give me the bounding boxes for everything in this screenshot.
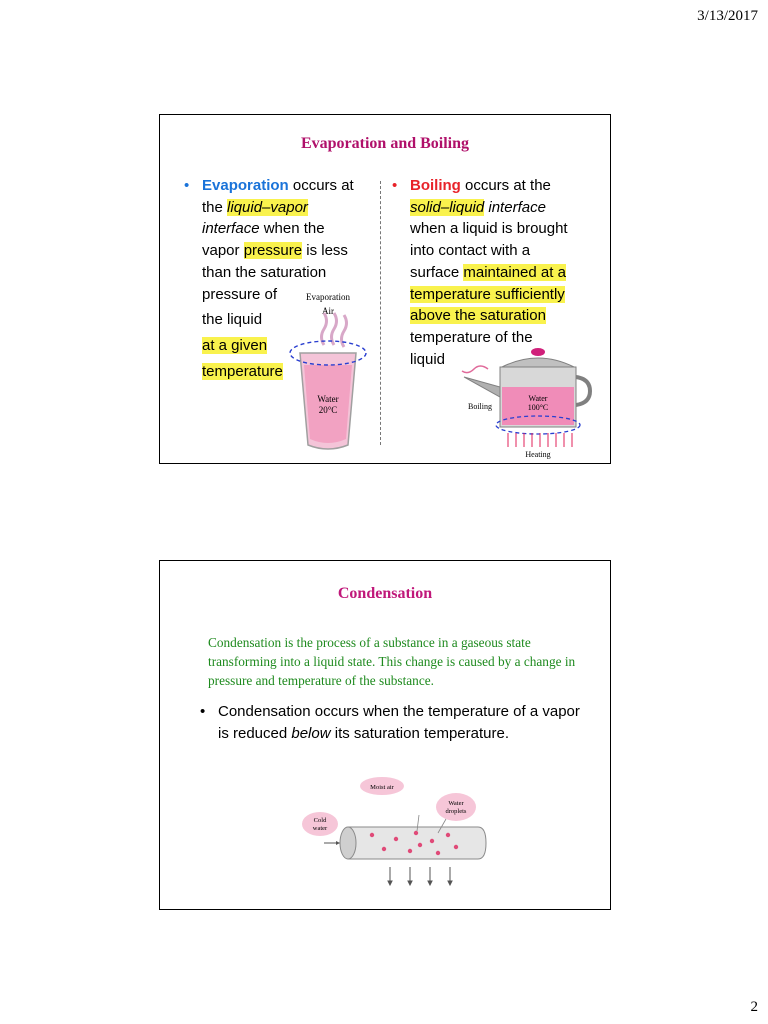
water-icon	[304, 365, 352, 443]
drip-arrows-icon	[388, 867, 452, 885]
steam-icon	[462, 366, 488, 373]
highlight: temperature	[202, 362, 283, 380]
bullet-icon: •	[184, 177, 190, 194]
figure-label: Cold	[313, 817, 327, 824]
figure-label: Water	[317, 394, 339, 404]
text: interface	[484, 198, 546, 216]
text: occurs at	[288, 177, 354, 194]
vapor-wisp-icon	[332, 313, 337, 345]
figure-label: droplets	[445, 808, 467, 815]
text: into contact with a	[410, 242, 531, 260]
boiling-term: Boiling	[410, 177, 461, 194]
text: when a liquid is brought	[410, 220, 568, 238]
handle-icon	[576, 377, 590, 405]
vapor-wisp-icon	[322, 313, 327, 345]
arrowhead-icon	[336, 841, 340, 845]
text: is less	[302, 242, 348, 260]
highlight: maintained at a	[463, 263, 566, 281]
bullet-icon: •	[392, 177, 398, 194]
text: surface	[410, 263, 464, 281]
text: when the	[259, 220, 325, 238]
highlight: temperature sufficiently	[410, 285, 565, 303]
text: its saturation temperature.	[330, 725, 509, 742]
page-number: 2	[750, 999, 758, 1015]
highlight: pressure	[243, 242, 303, 260]
slide-title: Condensation	[337, 585, 433, 602]
text: vapor	[202, 242, 244, 260]
boiling-column	[392, 175, 592, 370]
boiling-pot-figure	[456, 347, 600, 459]
page-date: 3/13/2017	[697, 8, 758, 24]
highlight: liquid–vapor	[227, 198, 308, 216]
figure-label: Air	[322, 306, 334, 316]
figure-label: water	[312, 825, 328, 832]
text: pressure of	[202, 285, 278, 303]
lid-knob-icon	[531, 348, 545, 356]
figure-label: 100°C	[527, 403, 549, 412]
text: than the saturation	[202, 263, 327, 281]
bullet-icon: •	[200, 703, 206, 720]
bullet-item	[200, 701, 590, 745]
figure-label: Heating	[525, 450, 551, 459]
text: temperature of the	[410, 328, 533, 346]
lid-icon	[502, 358, 574, 367]
slide-title: Evaporation and Boiling	[300, 135, 470, 152]
spout-icon	[464, 377, 500, 397]
figure-label: Evaporation	[306, 292, 350, 302]
highlight: above the saturation	[410, 307, 546, 325]
figure-label: Boiling	[467, 402, 493, 411]
evaporation-glass-figure	[286, 287, 376, 453]
highlight: at a given	[202, 336, 268, 354]
text: below	[291, 725, 331, 742]
figure-label: Water	[528, 394, 548, 403]
figure-label: 20°C	[318, 405, 338, 415]
cloud-icon	[302, 812, 338, 836]
text: the liquid	[202, 311, 263, 329]
heat-arrows-icon	[508, 433, 572, 447]
text: liquid	[410, 350, 446, 368]
text: occurs at the	[460, 177, 551, 194]
slide-evaporation-boiling	[159, 114, 611, 464]
condensation-pipe-figure	[298, 775, 488, 891]
slide-condensation	[159, 560, 611, 910]
text: interface	[202, 220, 260, 238]
text: Condensation occurs when the temperature of a vapor is reduced	[218, 703, 580, 742]
figure-label: Water	[448, 800, 464, 807]
column-divider	[380, 181, 381, 445]
highlight: solid–liquid	[410, 198, 485, 216]
evaporation-term: Evaporation	[202, 177, 289, 194]
pipe-end-icon	[340, 827, 356, 859]
definition-text: Condensation is the process of a substance in a gaseous state transforming into a liquid state. This change is caused by a change in pressure and temperature of the substance.	[208, 635, 576, 688]
text: the	[202, 198, 228, 216]
cloud-icon	[436, 793, 476, 821]
figure-label: Moist air	[370, 784, 394, 791]
